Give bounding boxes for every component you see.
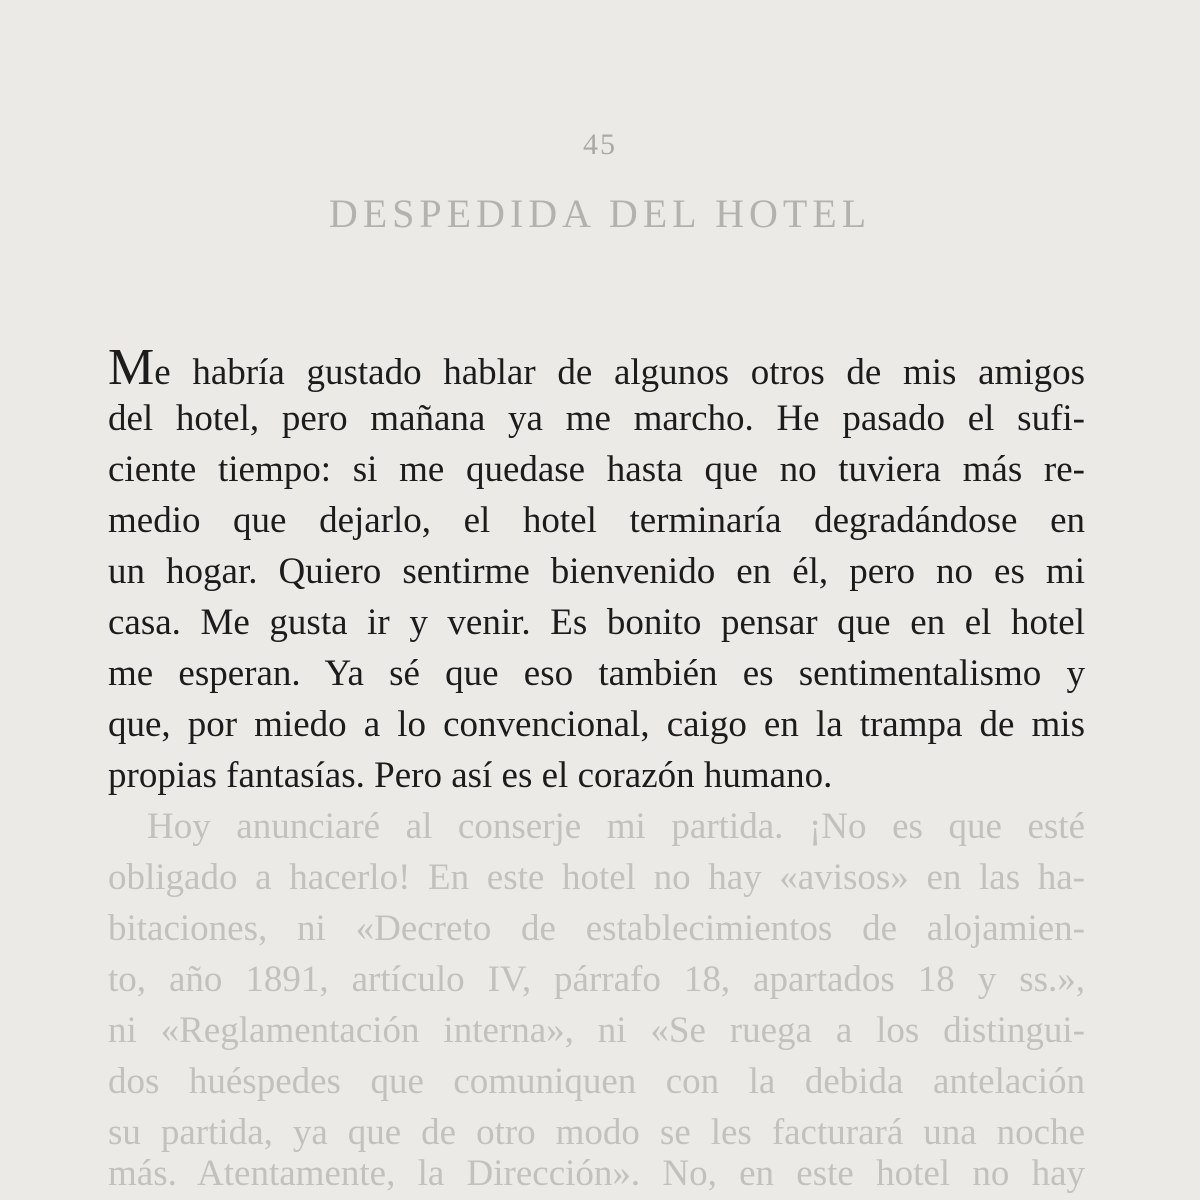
paragraph-1-line: propias fantasías. Pero así es el corazón humano.	[108, 755, 833, 796]
paragraph-2-line: to, año 1891, artículo IV, párrafo 18, apartados 18 y ss.»,	[108, 959, 1085, 1000]
drop-cap: M	[108, 339, 155, 396]
chapter-title: DESPEDIDA DEL HOTEL	[328, 191, 872, 236]
paragraph-1-line: un hogar. Quiero sentirme bienvenido en él, pero no es mi	[108, 551, 1085, 592]
paragraph-1-line: que, por miedo a lo convencional, caigo en la trampa de mis	[108, 704, 1085, 745]
paragraph-1-line: casa. Me gusta ir y venir. Es bonito pensar que en el hotel	[108, 602, 1085, 643]
paragraph-2-line: Hoy anunciaré al conserje mi partida. ¡No es que esté	[147, 806, 1085, 847]
paragraph-1-line: me esperan. Ya sé que eso también es sentimentalismo y	[108, 653, 1085, 694]
paragraph-2-line: bitaciones, ni «Decreto de establecimientos de alojamien-	[108, 908, 1085, 949]
paragraph-1-line: ciente tiempo: si me quedase hasta que no tuviera más re-	[108, 449, 1085, 490]
paragraph-2-line: dos huéspedes que comuniquen con la debida antelación	[108, 1061, 1085, 1102]
paragraph-2-line: obligado a hacerlo! En este hotel no hay «avisos» en las ha-	[108, 857, 1085, 898]
paragraph-2-line: su partida, ya que de otro modo se les facturará una noche	[108, 1112, 1085, 1153]
paragraph-1-line: medio que dejarlo, el hotel terminaría degradándose en	[108, 500, 1085, 541]
paragraph-2-line: ni «Reglamentación interna», ni «Se ruega a los distingui-	[108, 1010, 1085, 1051]
paragraph-1-line-1	[108, 339, 1085, 396]
first-line-text: e habría gustado hablar de algunos otros de mis amigos	[154, 352, 1085, 393]
chapter-number: 45	[583, 128, 617, 161]
paragraph-2-line: más. Atentamente, la Dirección». No, en este hotel no hay	[108, 1153, 1085, 1194]
paragraph-1-line: del hotel, pero mañana ya me marcho. He pasado el sufi-	[108, 398, 1085, 439]
